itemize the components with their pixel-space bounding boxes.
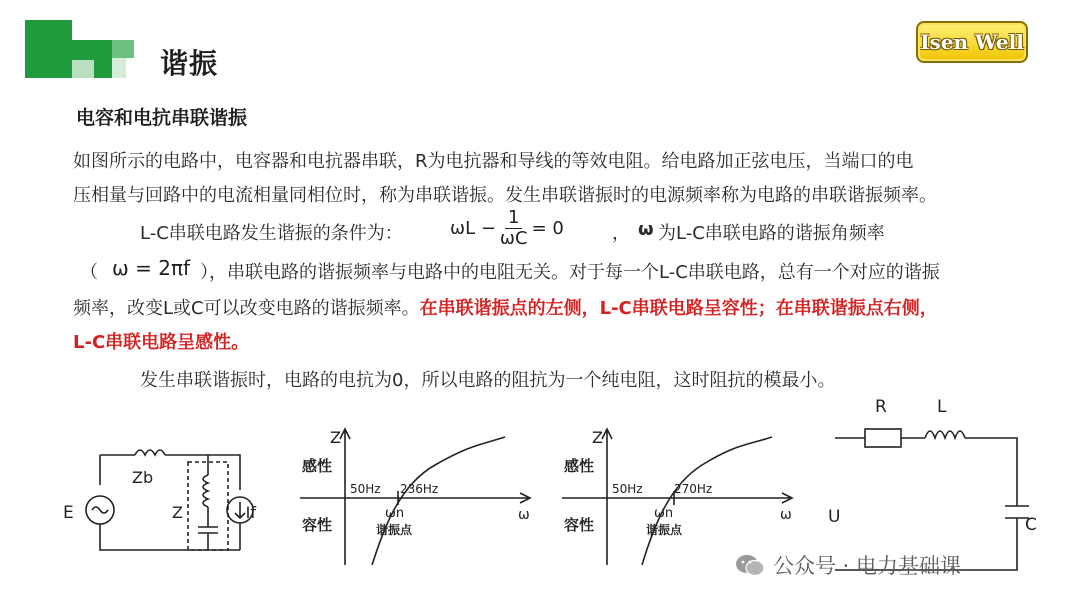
impedance-graph-1 (300, 425, 545, 570)
formula-denominator: ωC (499, 228, 528, 249)
graph2-inductive: 感性 (564, 457, 595, 475)
highlight-text: 在串联谐振点的左侧，L-C串联电路呈容性；在串联谐振点右侧， (419, 298, 938, 319)
paragraph-line: 为L-C串联电路的谐振角频率 (658, 223, 885, 244)
graph2-z-axis: Z (592, 428, 603, 447)
graph2-f2: 270Hz (674, 482, 713, 496)
graph2-capacitive: 容性 (564, 516, 595, 534)
graph2-wn: ωn (654, 506, 674, 521)
u-label: U (828, 507, 841, 527)
graph2-resonance-point: 谐振点 (646, 523, 683, 537)
graph2-f1: 50Hz (612, 482, 643, 496)
graph1-f2: 236Hz (400, 482, 439, 496)
circuit-diagram-1 (60, 430, 260, 565)
graph1-w: ω (518, 507, 530, 523)
graph1-z-axis: Z (330, 428, 341, 447)
formula-numerator: 1 (505, 208, 522, 229)
omega-symbol: ω (638, 219, 654, 240)
paragraph-text: 频率，改变L或C可以改变电路的谐振频率。 (73, 298, 420, 319)
paragraph-line-mixed (73, 294, 938, 320)
impedance-graph-2 (562, 425, 807, 570)
paragraph-line: 如图所示的电路中，电容器和电抗器串联，R为电抗器和导线的等效电阻。给电路加正弦电压，当端口的电 (73, 151, 914, 172)
graph1-wn: ωn (385, 506, 405, 521)
z-label: Z (172, 503, 183, 522)
c-label: C (1025, 515, 1037, 535)
graph1-inductive: 感性 (302, 457, 333, 475)
formula-left: ωL − (450, 218, 496, 239)
angular-frequency-formula: ω = 2πf (112, 256, 191, 280)
graph1-capacitive: 容性 (302, 516, 333, 534)
resonance-condition-formula (450, 208, 564, 249)
graph1-resonance-point: 谐振点 (376, 523, 413, 537)
comma: ， (612, 223, 630, 244)
watermark-text: 公众号 · 电力基础课 (773, 554, 962, 578)
paragraph-line: L-C串联电路发生谐振的条件为： (140, 223, 403, 244)
brand-logo: Isen Well (916, 21, 1028, 63)
section-heading: 电容和电抗串联谐振 (76, 107, 248, 129)
highlight-text: L-C串联电路呈感性。 (73, 332, 250, 353)
paren-open: （ (80, 262, 98, 283)
formula-right: = 0 (531, 218, 564, 239)
graph1-f1: 50Hz (350, 482, 381, 496)
source-e-label: E (63, 503, 74, 523)
r-label: R (875, 397, 887, 417)
formula-fraction (500, 208, 528, 249)
paragraph-line: 压相量与回路中的电流相量同相位时，称为串联谐振。发生串联谐振时的电源频率称为电路的串联谐振频率。 (73, 185, 937, 206)
graph2-w: ω (780, 507, 792, 523)
wechat-icon (735, 553, 765, 577)
page-title: 谐振 (160, 47, 219, 80)
paragraph-line: ），串联电路的谐振频率与电路中的电阻无关。对于每一个L-C串联电路，总有一个对应的谐振 (200, 262, 940, 283)
if-label: If (245, 503, 256, 522)
paragraph-line: 发生串联谐振时，电路的电抗为0，所以电路的阻抗为一个纯电阻，这时阻抗的模最小。 (140, 370, 836, 391)
zb-label: Zb (132, 468, 154, 487)
watermark (735, 550, 961, 580)
l-label: L (937, 397, 947, 417)
